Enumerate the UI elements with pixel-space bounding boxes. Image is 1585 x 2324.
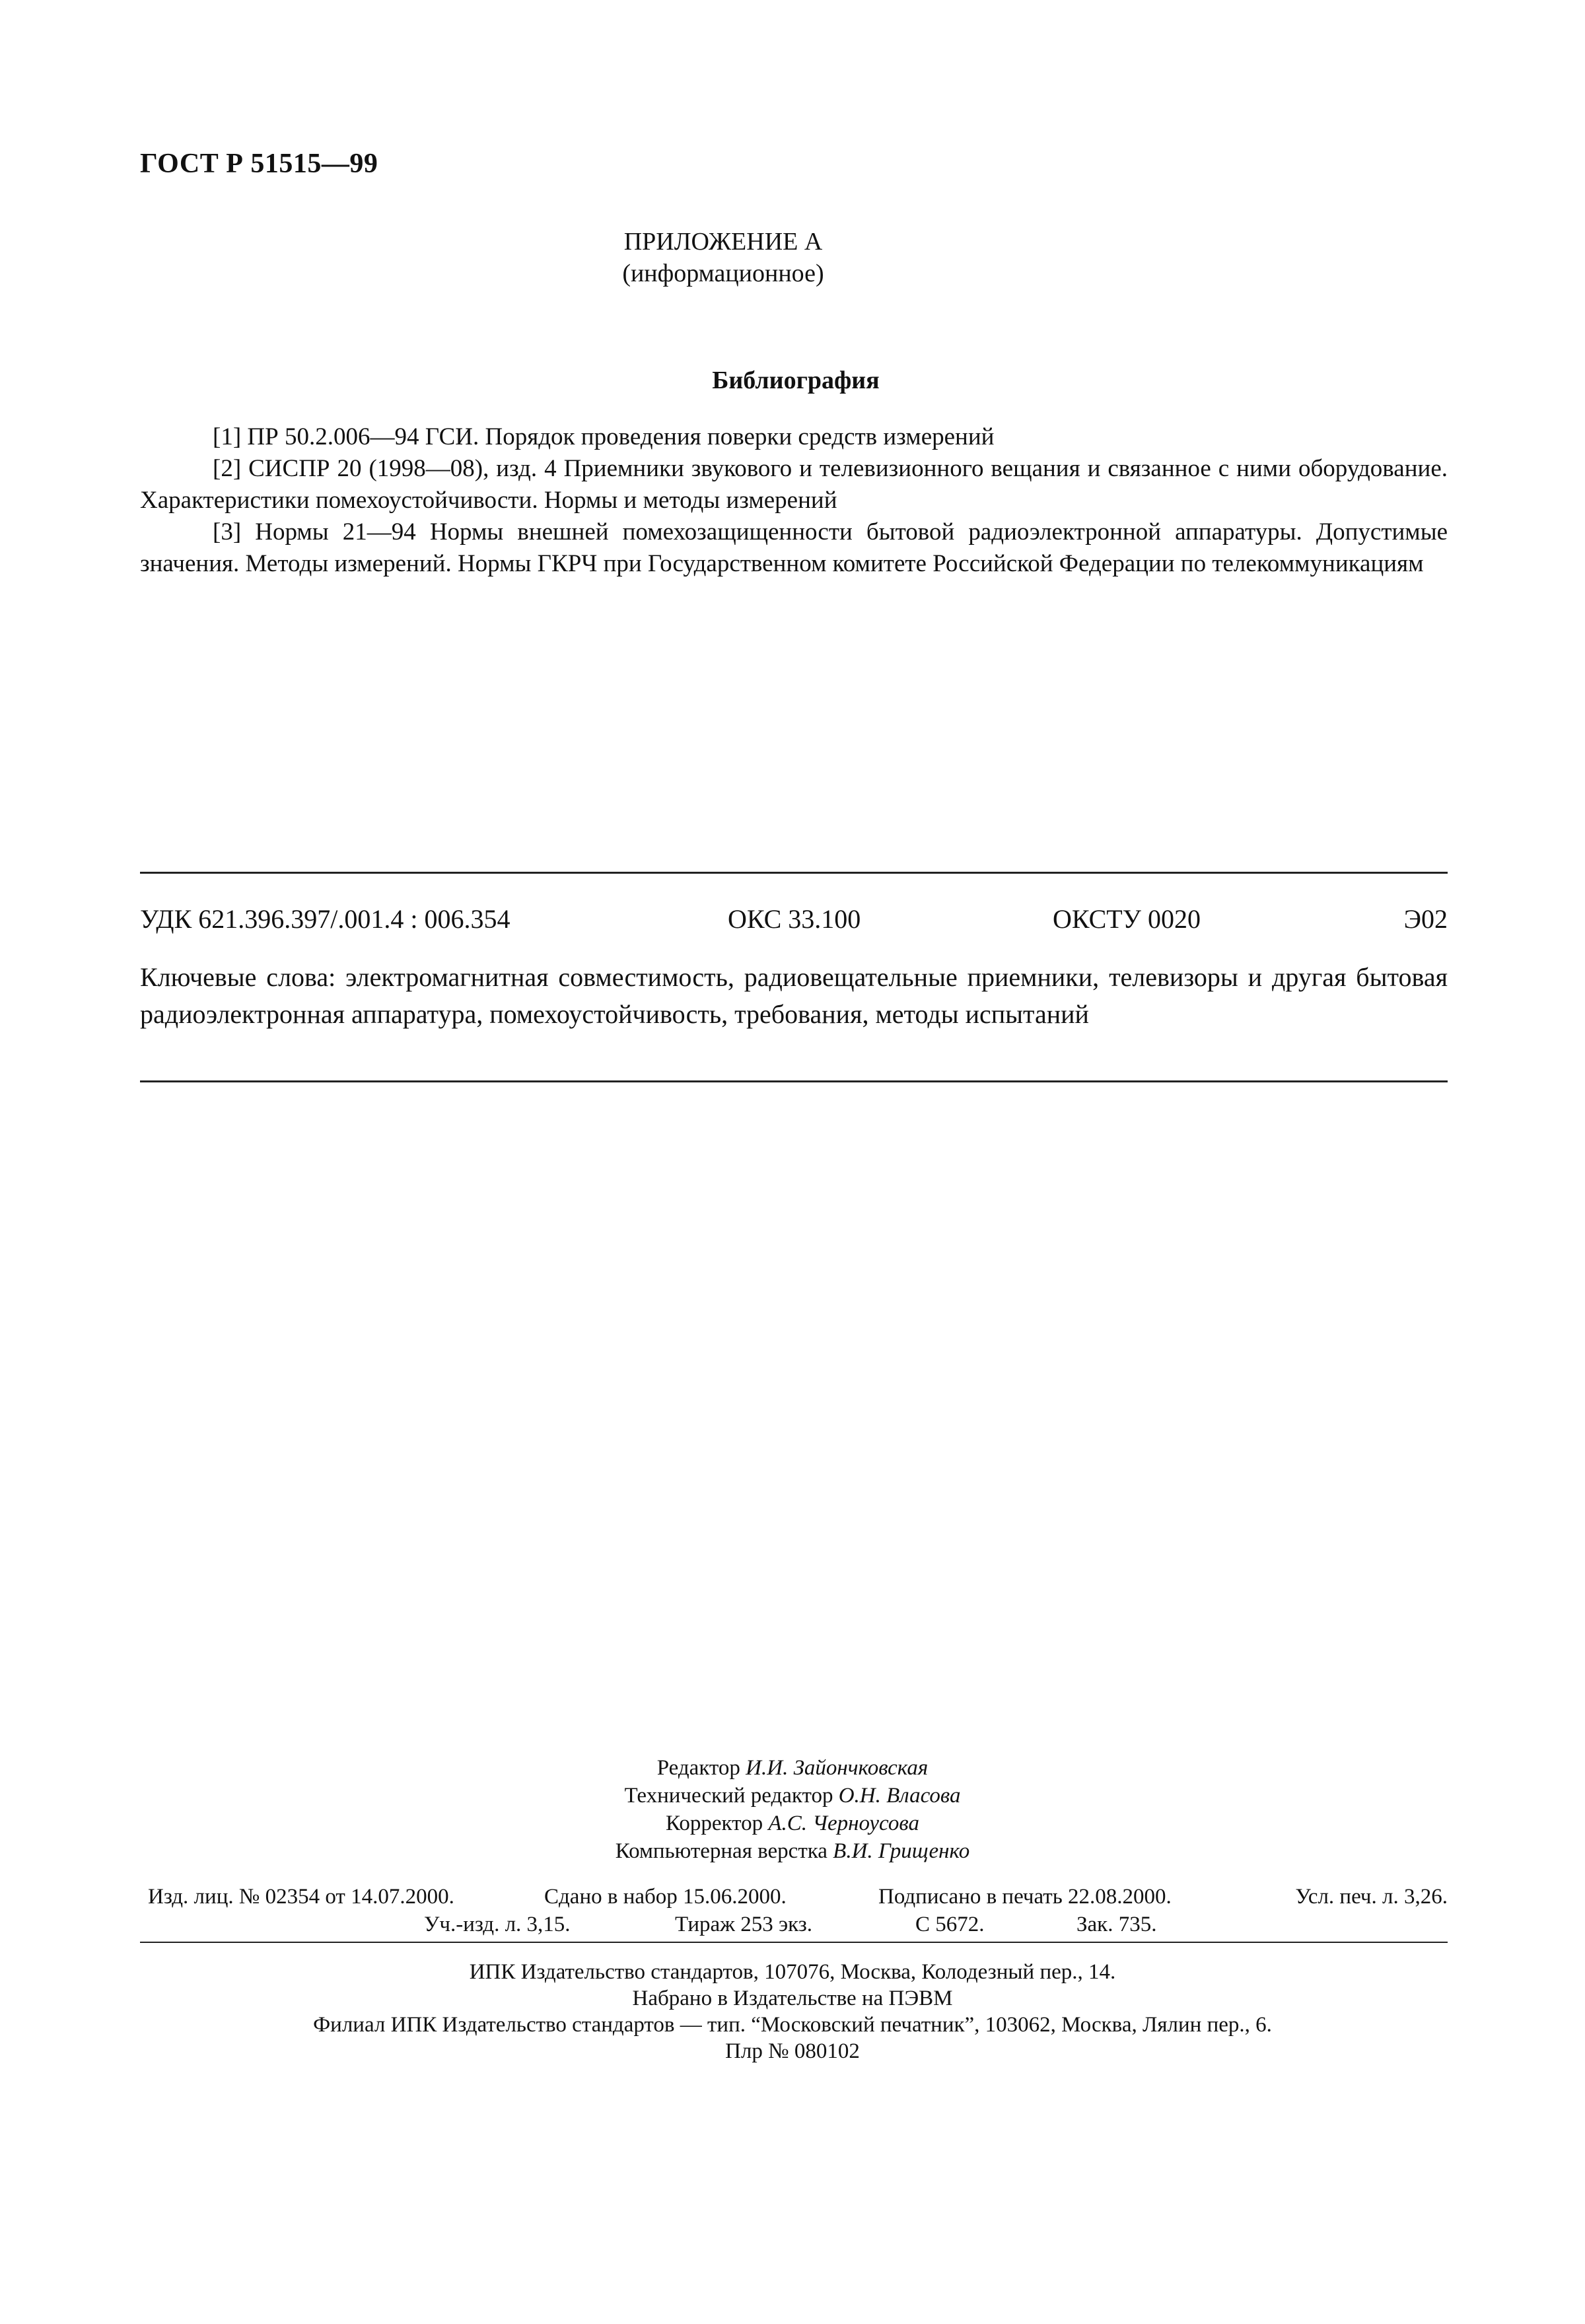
imprint-license: Изд. лиц. № 02354 от 14.07.2000. [148, 1885, 454, 1909]
publisher-line: Плр № 080102 [725, 2039, 860, 2063]
oks-code: ОКС 33.100 [728, 904, 861, 934]
bibliography-title: Библиография [712, 367, 880, 394]
publisher-line: ИПК Издательство стандартов, 107076, Москва, Колодезный пер., 14. [469, 1960, 1116, 1984]
bibliography-list [140, 421, 1448, 580]
imprint-code: С 5672. [915, 1913, 985, 1936]
divider-imprint [140, 1942, 1448, 1943]
okstu-code: ОКСТУ 0020 [1053, 904, 1201, 934]
credit-tech-editor: Технический редактор О.Н. Власова [624, 1784, 961, 1808]
credit-layout: Компьютерная верстка В.И. Грищенко [615, 1839, 970, 1863]
divider-top [140, 872, 1448, 874]
bibliography-entry: [1] ПР 50.2.006—94 ГСИ. Порядок проведения поверки средств измерений [213, 423, 995, 450]
classification-row [140, 903, 1448, 943]
imprint-run: Тираж 253 экз. [675, 1913, 812, 1936]
publisher-line: Набрано в Издательстве на ПЭВМ [632, 1987, 953, 2010]
appendix-title: ПРИЛОЖЕНИЕ А [623, 228, 823, 256]
publisher-line: Филиал ИПК Издательство стандартов — тип. “Московский печатник”, 103062, Москва, Лялин пер., 6. [313, 2013, 1272, 2037]
credit-editor: Редактор И.И. Зайончковская [656, 1756, 929, 1780]
appendix-subtitle: (информационное) [622, 260, 824, 287]
udk-code: УДК 621.396.397/.001.4 : 006.354 [140, 904, 511, 934]
document-code: ГОСТ Р 51515—99 [140, 149, 378, 179]
bibliography-entry: [3] Нормы 21—94 Нормы внешней помехозащищенности бытовой радиоэлектронной аппаратуры. Допустимые значения. Методы измерений. Нормы ГКРЧ при Государственном комитете Российской Федерации по телекоммуникациям [140, 518, 1448, 577]
imprint-signed: Подписано в печать 22.08.2000. [878, 1885, 1172, 1909]
imprint-block [140, 1885, 1448, 1951]
credits [0, 1754, 1585, 1865]
group-code: Э02 [1403, 904, 1448, 934]
keywords: Ключевые слова: электромагнитная совместимость, радиовещательные приемники, телевизоры и другая бытовая радиоэлектронная аппаратура, помехоустойчивость, требования, методы испытаний [140, 962, 1448, 1029]
imprint-order: Зак. 735. [1076, 1913, 1157, 1936]
divider-bottom [140, 1080, 1448, 1082]
imprint-typeset: Сдано в набор 15.06.2000. [544, 1885, 787, 1909]
imprint-pub-sheets: Уч.-изд. л. 3,15. [424, 1913, 571, 1936]
credit-proofreader: Корректор А.С. Черноусова [666, 1812, 919, 1835]
publisher-block [0, 1959, 1585, 2064]
bibliography-entry: [2] СИСПР 20 (1998—08), изд. 4 Приемники звукового и телевизионного вещания и связанное с ними оборудование. Характеристики помехоустойчивости. Нормы и методы измерений [140, 455, 1448, 514]
imprint-print-sheets: Усл. печ. л. 3,26. [1295, 1885, 1448, 1909]
